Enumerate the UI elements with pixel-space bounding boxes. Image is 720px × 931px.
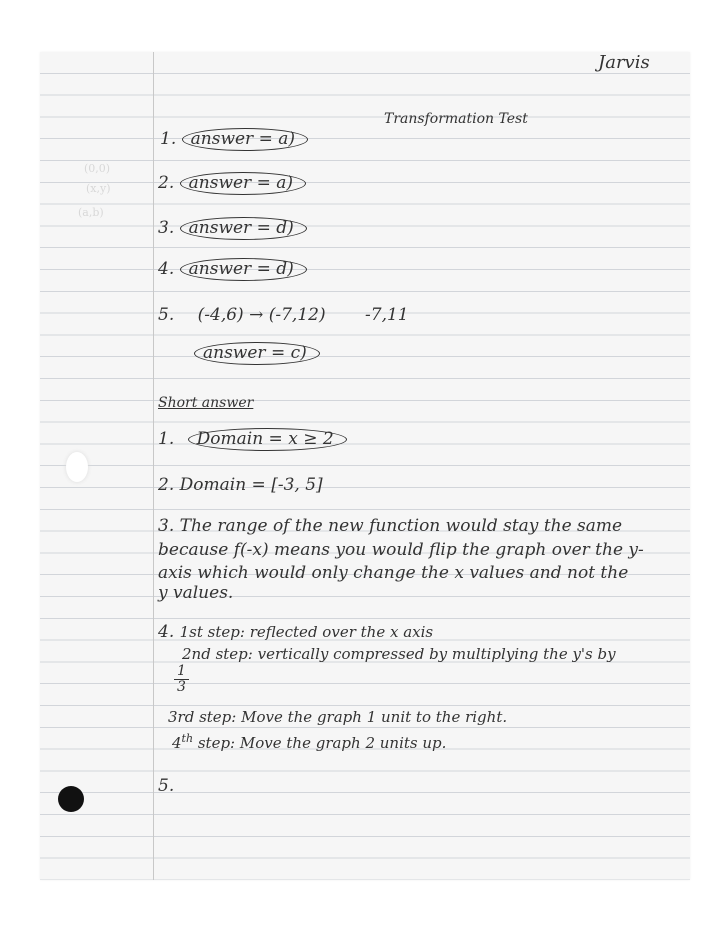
scratch-work: -7,11	[365, 305, 409, 325]
sa-question-5: 5.	[158, 776, 175, 796]
answer-line: y values.	[158, 583, 234, 603]
work-shown: (-4,6) → (-7,12)	[197, 305, 326, 325]
student-name: Jarvis	[598, 52, 650, 73]
circled-answer: answer = a)	[182, 128, 308, 151]
answer-line: axis which would only change the x values and not the	[158, 563, 629, 583]
step-4-superscript: th	[181, 732, 194, 745]
sa-question-3	[158, 516, 622, 536]
circled-answer: answer = d)	[180, 217, 307, 240]
circled-answer: answer = d)	[180, 258, 307, 281]
step-3: 3rd step: Move the graph 1 unit to the right.	[168, 708, 508, 726]
show-through-text: (a,b)	[78, 206, 104, 219]
punch-hole-bottom	[58, 786, 84, 812]
answer-line: because f(-x) means you would flip the graph over the y-	[158, 540, 644, 560]
answer-text: Domain = [-3, 5]	[179, 475, 323, 495]
sa-question-1	[158, 428, 347, 451]
mc-question-1	[160, 128, 308, 151]
circled-answer: Domain = x ≥ 2	[188, 428, 347, 451]
step-1: 1st step: reflected over the x axis	[179, 623, 434, 641]
step-2: 2nd step: vertically compressed by multiplying the y's by	[182, 645, 616, 663]
sa-question-2	[158, 475, 323, 495]
short-answer-heading: Short answer	[158, 395, 254, 411]
circled-answer: answer = a)	[180, 172, 306, 195]
question-number: 4.	[158, 622, 175, 642]
show-through-text: (0,0)	[84, 162, 111, 175]
fraction	[174, 664, 189, 695]
mc-question-4	[158, 258, 307, 281]
circled-answer: answer = c)	[194, 342, 320, 365]
step-4-ordinal: 4	[172, 734, 182, 752]
question-number: 4.	[158, 259, 175, 279]
fraction-denominator: 3	[177, 679, 186, 695]
mc-question-2	[158, 172, 306, 195]
mc-question-5	[158, 305, 409, 325]
question-number: 5.	[158, 305, 175, 325]
question-number: 1.	[160, 129, 177, 149]
test-title: Transformation Test	[384, 111, 528, 127]
mc-question-5-answer	[194, 342, 320, 365]
sa-question-4	[158, 622, 433, 642]
question-number: 2.	[158, 173, 175, 193]
mc-question-3	[158, 217, 307, 240]
notebook-paper	[40, 52, 690, 880]
step-4-text: step: Move the graph 2 units up.	[197, 734, 447, 752]
step-4	[172, 732, 446, 752]
show-through-text: (x,y)	[86, 182, 111, 195]
answer-line: The range of the new function would stay the same	[179, 516, 623, 536]
question-number: 2.	[158, 475, 175, 495]
fraction-numerator: 1	[174, 664, 189, 680]
margin-line	[153, 52, 154, 880]
punch-hole-top	[66, 452, 88, 482]
question-number: 3.	[158, 218, 175, 238]
question-number: 3.	[158, 516, 175, 536]
question-number: 1.	[158, 429, 175, 449]
